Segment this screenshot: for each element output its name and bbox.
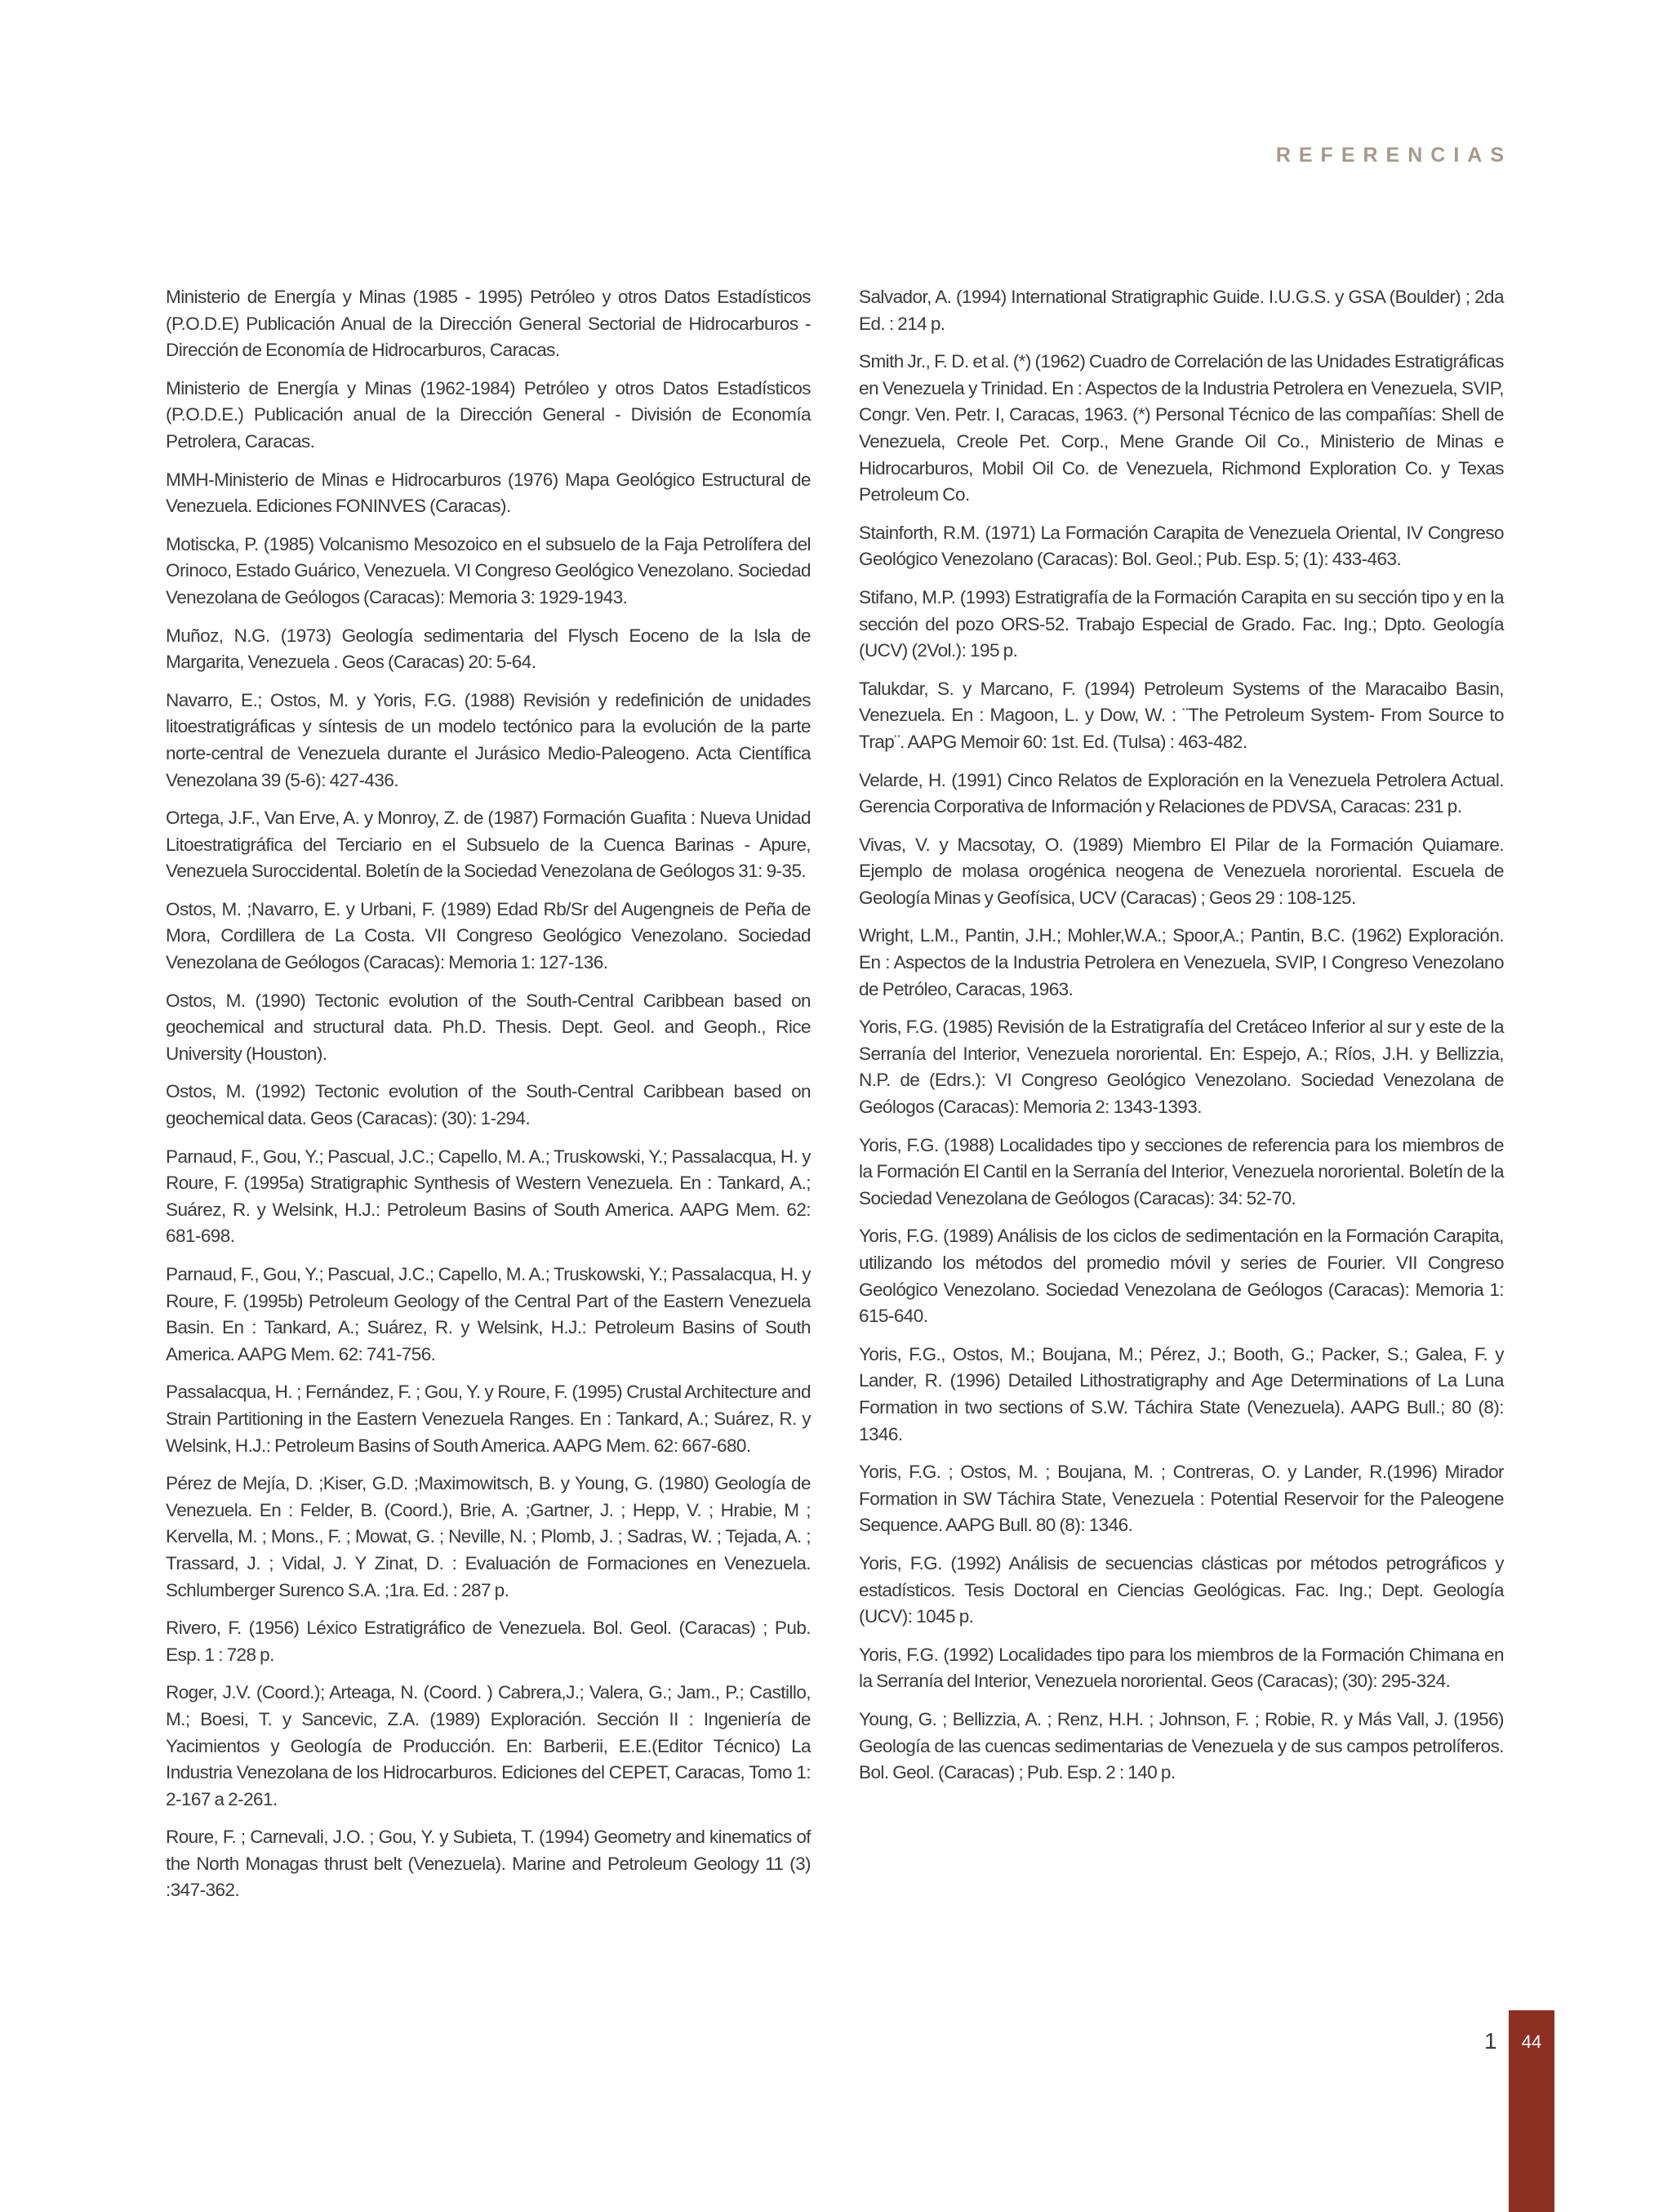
reference-entry: Stifano, M.P. (1993) Estratigrafía de la Formación Carapita en su sección tipo y en la sección del pozo ORS-52. Trabajo Especial de Grado. Fac. Ing.; Dpto. Geología (UCV) (2Vol.): 195 p. <box>859 586 1504 661</box>
references-left-column <box>166 284 811 1916</box>
reference-entry: Ortega, J.F., Van Erve, A. y Monroy, Z. de (1987) Formación Guafita : Nueva Unidad Litoestratigráfica del Terciario en el Subsuelo de la Cuenca Barinas - Apure, Venezuela Suroccidental. Boletín de la Sociedad Venezolana de Geólogos 31: 9-35. <box>166 808 811 882</box>
reference-entry: Velarde, H. (1991) Cinco Relatos de Exploración en la Venezuela Petrolera Actual. Gerencia Corporativa de Información y Relaciones de PDVSA, Caracas: 231 p. <box>859 769 1504 817</box>
reference-entry: Yoris, F.G. ; Ostos, M. ; Boujana, M. ; Contreras, O. y Lander, R.(1996) Mirador Formation in SW Táchira State, Venezuela : Potential Reservoir for the Paleogene Sequence. AAPG Bull. 80 (8): 1346. <box>859 1462 1504 1536</box>
reference-entry: Wright, L.M., Pantin, J.H.; Mohler,W.A.; Spoor,A.; Pantin, B.C. (1962) Exploración. En : Aspectos de la Industria Petrolera en Venezuela, SVIP, I Congreso Venezolano de Petróleo, Caracas, 1963. <box>859 925 1504 999</box>
reference-entry: Yoris, F.G. (1992) Localidades tipo para los miembros de la Formación Chimana en la Serranía del Interior, Venezuela nororiental. Geos (Caracas); (30): 295-324. <box>859 1644 1504 1692</box>
reference-entry: Parnaud, F., Gou, Y.; Pascual, J.C.; Capello, M. A.; Truskowski, Y.; Passalacqua, H. y Roure, F. (1995b) Petroleum Geology of the Central Part of the Eastern Venezuela Basin. En : Tankard, A.; Suárez, R. y Welsink, H.J.: Petroleum Basins of South America. AAPG Mem. 62: 741-756. <box>166 1264 811 1364</box>
reference-entry: Yoris, F.G. (1989) Análisis de los ciclos de sedimentación en la Formación Carapita, utilizando los métodos del promedio móvil y series de Fourier. VII Congreso Geológico Venezolano. Sociedad Venezolana de Geólogos (Caracas): Memoria 1: 615-640. <box>859 1226 1504 1327</box>
reference-entry: Young, G. ; Bellizzia, A. ; Renz, H.H. ; Johnson, F. ; Robie, R. y Más Vall, J. (1956) Geología de las cuencas sedimentarias de Venezuela y de sus campos petrolíferos. Bol. Geol. (Caracas) ; Pub. Esp. 2 : 140 p. <box>859 1708 1504 1783</box>
reference-entry: Yoris, F.G. (1985) Revisión de la Estratigrafía del Cretáceo Inferior al sur y este de la Serranía del Interior, Venezuela nororiental. En: Espejo, A.; Ríos, J.H. y Bellizzia, N.P. de (Edrs.): VI Congreso Geológico Venezolano. Sociedad Venezolana de Geólogos (Caracas): Memoria 2: 1343-1393. <box>859 1017 1504 1118</box>
reference-entry: Yoris, F.G., Ostos, M.; Boujana, M.; Pérez, J.; Booth, G.; Packer, S.; Galea, F. y Lander, R. (1996) Detailed Lithostratigraphy and Age Determinations of La Luna Formation in two sections of S.W. Táchira State (Venezuela). AAPG Bull.; 80 (8): 1346. <box>859 1343 1504 1444</box>
reference-entry: Ministerio de Energía y Minas (1962-1984) Petróleo y otros Datos Estadísticos (P.O.D.E.) Publicación anual de la Dirección General - División de Economía Petrolera, Caracas. <box>166 377 811 452</box>
reference-entry: Talukdar, S. y Marcano, F. (1994) Petroleum Systems of the Maracaibo Basin, Venezuela. En : Magoon, L. y Dow, W. : ¨The Petroleum System- From Source to Trap¨. AAPG Memoir 60: 1st. Ed. (Tulsa) : 463-482. <box>859 678 1504 752</box>
reference-entry: Roure, F. ; Carnevali, J.O. ; Gou, Y. y Subieta, T. (1994) Geometry and kinematics of the North Monagas thrust belt (Venezuela). Marine and Petroleum Geology 11 (3) :347-362. <box>166 1827 811 1901</box>
reference-entry: Vivas, V. y Macsotay, O. (1989) Miembro El Pilar de la Formación Quiamare. Ejemplo de molasa orogénica neogena de Venezuela nororiental. Escuela de Geología Minas y Geofísica, UCV (Caracas) ; Geos 29 : 108-125. <box>859 834 1504 908</box>
reference-entry: Ostos, M. (1992) Tectonic evolution of the South-Central Caribbean based on geochemical data. Geos (Caracas): (30): 1-294. <box>166 1081 811 1129</box>
section-title: REFERENCIAS <box>1275 144 1512 167</box>
reference-entry: Muñoz, N.G. (1973) Geología sedimentaria del Flysch Eoceno de la Isla de Margarita, Venezuela . Geos (Caracas) 20: 5-64. <box>166 625 811 673</box>
reference-entry: Ostos, M. ;Navarro, E. y Urbani, F. (1989) Edad Rb/Sr del Augengneis de Peña de Mora, Cordillera de La Costa. VII Congreso Geológico Venezolano. Sociedad Venezolana de Geólogos (Caracas): Memoria 1: 127-136. <box>166 898 811 973</box>
reference-entry: Salvador, A. (1994) International Stratigraphic Guide. I.U.G.S. y GSA (Boulder) ; 2da Ed. : 214 p. <box>859 287 1504 334</box>
reference-entry: Yoris, F.G. (1992) Análisis de secuencias clásticas por métodos petrográficos y estadísticos. Tesis Doctoral en Ciencias Geológicas. Fac. Ing.; Dept. Geología (UCV): 1045 p. <box>859 1552 1504 1627</box>
reference-entry: Passalacqua, H. ; Fernández, F. ; Gou, Y. y Roure, F. (1995) Crustal Architecture and Strain Partitioning in the Eastern Venezuela Ranges. En : Tankard, A.; Suárez, R. y Welsink, H.J.: Petroleum Basins of South America. AAPG Mem. 62: 667-680. <box>166 1382 811 1456</box>
reference-entry: Pérez de Mejía, D. ;Kiser, G.D. ;Maximowitsch, B. y Young, G. (1980) Geología de Venezuela. En : Felder, B. (Coord.), Brie, A. ;Gartner, J. ; Hepp, V. ; Hrabie, M ; Kervella, M. ; Mons., F. ; Mowat, G. ; Neville, N. ; Plomb, J. ; Sadras, W. ; Tejada, A. ; Trassard, J. ; Vidal, J. Y Zinat, D. : Evaluación de Formaciones en Venezuela. Schlumberger Surenco S.A. ;1ra. Ed. : 287 p. <box>166 1473 811 1600</box>
reference-entry: Roger, J.V. (Coord.); Arteaga, N. (Coord. ) Cabrera,J.; Valera, G.; Jam., P.; Castillo, M.; Boesi, T. y Sancevic, Z.A. (1989) Exploración. Sección II : Ingeniería de Yacimientos y Geología de Producción. En: Barberii, E.E.(Editor Técnico) La Industria Venezolana de los Hidrocarburos. Ediciones del CEPET, Caracas, Tomo 1: 2-167 a 2-261. <box>166 1682 811 1809</box>
reference-entry: Ostos, M. (1990) Tectonic evolution of the South-Central Caribbean based on geochemical and structural data. Ph.D. Thesis. Dept. Geol. and Geoph., Rice University (Houston). <box>166 990 811 1064</box>
reference-entry: Motiscka, P. (1985) Volcanismo Mesozoico en el subsuelo de la Faja Petrolífera del Orinoco, Estado Guárico, Venezuela. VI Congreso Geológico Venezolano. Sociedad Venezolana de Geólogos (Caracas): Memoria 3: 1929-1943. <box>166 533 811 608</box>
reference-entry: Navarro, E.; Ostos, M. y Yoris, F.G. (1988) Revisión y redefinición de unidades litoestratigráficas y síntesis de un modelo tectónico para la evolución de la parte norte-central de Venezuela durante el Jurásico Medio-Paleogeno. Acta Científica Venezolana 39 (5-6): 427-436. <box>166 689 811 790</box>
reference-entry: Stainforth, R.M. (1971) La Formación Carapita de Venezuela Oriental, IV Congreso Geológico Venezolano (Caracas): Bol. Geol.; Pub. Esp. 5; (1): 433-463. <box>859 522 1504 570</box>
folio-tab <box>1509 2010 1554 2212</box>
reference-entry: MMH-Ministerio de Minas e Hidrocarburos (1976) Mapa Geológico Estructural de Venezuela. Ediciones FONINVES (Caracas). <box>166 469 811 517</box>
chapter-number: 1 <box>1484 2028 1497 2054</box>
references-right-column <box>859 284 1504 1798</box>
reference-entry: Ministerio de Energía y Minas (1985 - 1995) Petróleo y otros Datos Estadísticos (P.O.D.E) Publicación Anual de la Dirección General Sectorial de Hidrocarburos - Dirección de Economía de Hidrocarburos, Caracas. <box>166 287 811 361</box>
reference-entry: Parnaud, F., Gou, Y.; Pascual, J.C.; Capello, M. A.; Truskowski, Y.; Passalacqua, H. y Roure, F. (1995a) Stratigraphic Synthesis of Western Venezuela. En : Tankard, A.; Suárez, R. y Welsink, H.J.: Petroleum Basins of South America. AAPG Mem. 62: 681-698. <box>166 1146 811 1247</box>
reference-entry: Rivero, F. (1956) Léxico Estratigráfico de Venezuela. Bol. Geol. (Caracas) ; Pub. Esp. 1 : 728 p. <box>166 1618 811 1665</box>
reference-entry: Smith Jr., F. D. et al. (*) (1962) Cuadro de Correlación de las Unidades Estratigráficas en Venezuela y Trinidad. En : Aspectos de la Industria Petrolera en Venezuela, SVIP, Congr. Ven. Petr. I, Caracas, 1963. (*) Personal Técnico de las compañías: Shell de Venezuela, Creole Pet. Corp., Mene Grande Oil Co., Ministerio de Minas e Hidrocarburos, Mobil Oil Co. de Venezuela, Richmond Exploration Co. y Texas Petroleum Co. <box>859 351 1504 505</box>
reference-entry: Yoris, F.G. (1988) Localidades tipo y secciones de referencia para los miembros de la Formación El Cantil en la Serranía del Interior, Venezuela nororiental. Boletín de la Sociedad Venezolana de Geólogos (Caracas): 34: 52-70. <box>859 1134 1504 1208</box>
page-number: 44 <box>1521 2032 1542 2052</box>
